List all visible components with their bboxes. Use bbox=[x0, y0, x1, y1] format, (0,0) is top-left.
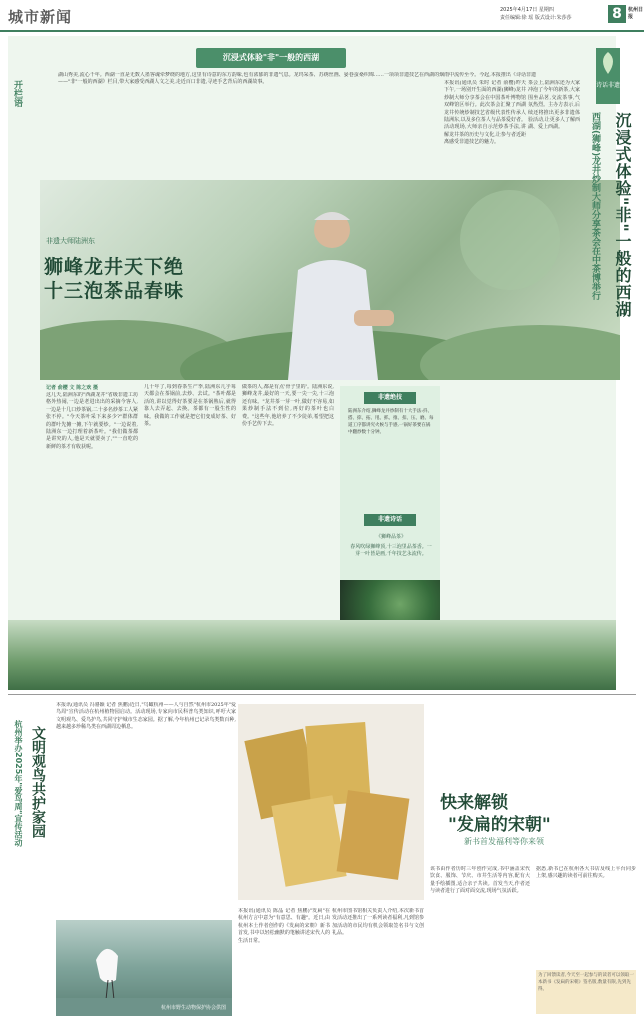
event-column-1: 本报讯(通讯员 朱时 记者 俞樱)昨天下午,一场别开生面的西湖(狮峰)龙井炒制大师分享茶会在中国茶叶博物馆双峰馆区举行。此次茶会汇聚了西湖龙井传统炒制技艺省级代表性传承人陆洲东,以及多位茶人与品茶爱好者。活动现场,大师亲自示范炒茶手法,讲解龙井茶的历史与文化,让参与者近距离感受非遗技艺的魅力。 bbox=[444, 80, 526, 146]
book-subheadline: 新书首发福利等你来领 bbox=[464, 837, 544, 846]
reader-benefit-note: 为了回馈读者,今天至一起参与的读者可以领取一本新书《发扁的宋朝》签名版,数量有限,先到先得。 bbox=[536, 970, 636, 1014]
feature-headline-line2: 十三泡茶品春味 bbox=[44, 280, 185, 302]
event-column-2: 茶会上,陆洲东还为大家冲泡了今年的新茶,大家围坐品茗,交流茶事,气氛热烈。主办方表示,后续还将推出更多非遗体验活动,让更多人了解西湖、爱上西湖。 bbox=[528, 80, 580, 131]
book-headline-line2: "发扁的宋朝" bbox=[448, 815, 551, 835]
feature-byline: 记者 俞樱 文 陈之欢 摄 bbox=[46, 385, 98, 391]
sidebar-heading-poem: 非遗诗话 bbox=[364, 514, 416, 526]
newspaper-name: 杭州日报 bbox=[628, 7, 644, 20]
book-headline-line1: 快来解锁 bbox=[440, 793, 508, 813]
column-tag: 开栏语 bbox=[12, 80, 22, 107]
feature-column-1: 这几天,陆洲东的"西湖龙井"省级非遗工坊格外热闹,一边是老进出出的采摘今客人,一边是十几口炒茶锅,二十多名炒茶工人紧张不停。"今天茶叶采下来多少?"群体群的群叶先摊一摊,下午就要炒。"一边说着,陆洲东一边打理着新茶叶。"我们做茶都是讲究的人,他是天就要卖了,""一直吃的新鲜的茶才有收获呢。 bbox=[46, 392, 138, 450]
feature-subheading: 非遗大师陆洲东 bbox=[46, 237, 95, 245]
feature-headline-line1: 狮峰龙井天下绝 bbox=[44, 256, 185, 278]
feature-column-2: 几十年了,每到春茶生产季,陆洲东几乎每天都会在茶锅前,去炒、去试。"茶叶都是活的,讲以觉得好茶要是在茶锅熟后,就得靠人去弄起、去换。茶都有一股生性的味。我做的工作就是把它们变成好茶、好茶。 bbox=[144, 384, 236, 428]
poem-text: 春风吹绿狮峰顶,十三泡里品茶香。一芽一叶皆是画,千年技艺永流传。 bbox=[350, 544, 432, 557]
editor-credits: 责任编辑:徐 瑶 版式设计:朱莎莎 bbox=[500, 15, 572, 21]
column-logo-label: 诗话非遗 bbox=[596, 82, 621, 89]
tea-leaf-icon bbox=[596, 48, 620, 78]
book-covers-photo bbox=[238, 704, 424, 900]
bird-headline: 文明观鸟共护家园 bbox=[30, 726, 46, 838]
event-subheadline: 西湖(狮峰)龙井炒制大师分享茶会在中茶博举行 bbox=[590, 112, 600, 301]
book-column-3: 该书由作者历时三年创作完成,书中涵盖宋代饮食、服饰、节庆、市井生活等内容,配有大量手绘插图,适合亲子共读。首发当天,作者还与读者进行了面对面交流,现场气氛活跃。 bbox=[430, 866, 530, 895]
book-covers-illustration bbox=[238, 704, 424, 900]
bird-photo-caption: 杭州市野生动物保护协会供图 bbox=[160, 1004, 226, 1011]
section-title: 城市新闻 bbox=[8, 8, 73, 26]
feature-banner: 沉浸式体验"非"一般的西湖 bbox=[196, 48, 346, 68]
bird-subheadline: 杭州举办2025年"爱鸟周"宣传活动 bbox=[14, 720, 23, 847]
book-column-1: 本报讯(通讯员 陈晶 记者 焦鹏)"发扁"在杭州方言中意为"有意思、有趣"。近日,由杭州本土作者创作的《发扁的宋朝》新书首发,书中以轻松幽默的笔触讲述宋代人的生活日常。 bbox=[238, 908, 330, 944]
book-column-2: 杭州市图书馆相关负责人介绍,本次新书首发活动还推出了一系列读者福利,凡到馆参加活动的市民均有机会领取签名书与文创礼品。 bbox=[332, 908, 424, 937]
sidebar-heading-skills: 非遗绝技 bbox=[364, 392, 416, 404]
column-logo bbox=[596, 48, 620, 104]
feature-column-3: 做茶的人,都是有点'骨子里的'。陆洲东说,狮峰龙井,最好的一天,要一尖一尖,十三泡还有味。"龙井茶一芽一叶,做好不容易,如果炒制手法不到位,再好的茶叶也白费。"这些年,他培养了不少徒弟,希望把这份手艺传下去。 bbox=[242, 384, 334, 428]
event-headline: 沉浸式体验"非"一般的西湖 bbox=[613, 112, 632, 318]
page-number: 8 bbox=[608, 5, 626, 23]
section-divider bbox=[8, 694, 636, 695]
book-column-4: 据悉,新书已在杭州各大书店及线上平台同步上架,感兴趣的读者可前往购买。 bbox=[536, 866, 636, 880]
issue-date: 2025年4月17日 星期四 bbox=[500, 7, 554, 13]
egret-illustration bbox=[56, 920, 232, 1016]
bird-article-body: 本报讯(通讯员 冯骆颖 记者 焦鹏)近日,"鸟瞰杭州——人与自然"杭州市2025年"爱鸟周"宣传活动在杭州植物园启动。活动现场,专家向市民科普鸟类知识,呼吁大家文明观鸟、爱鸟护鸟,共同守护城市生态家园。据了解,今年杭州已记录鸟类数百种,越来越多珍稀鸟类在西湖周边栖息。 bbox=[56, 702, 236, 731]
feature-intro: 湖山秀美,流心千年。西湖一直是无数人墨客魂牵梦绕的地方,这里有诗意的东方韵味,也有浓郁的非遗气息。龙坞采茶、苏绣丝画、晏巷蚕桑织锦……一项项非遗技艺在西湖的烟雨中流传至今。今起,本报推出《诗话非遗——"非"一般的西湖》栏目,带大家感受西湖人文之美,走近百口非遗,寻迹手艺背后的西湖故事。 bbox=[58, 72, 536, 86]
sidebar-skills-text: 陆洲东介绍,狮峰龙井炒制有十大手法:抖、搭、捺、拓、甩、抓、推、扣、压、磨。每道工序都讲究火候与手感,一锅好茶要在锅中翻炒数十分钟。 bbox=[348, 409, 434, 435]
egret-photo bbox=[56, 920, 232, 1016]
poem-title: 《狮峰品茶》 bbox=[375, 534, 406, 540]
tea-master-figure bbox=[258, 200, 406, 380]
tea-hills-photo bbox=[8, 620, 616, 690]
